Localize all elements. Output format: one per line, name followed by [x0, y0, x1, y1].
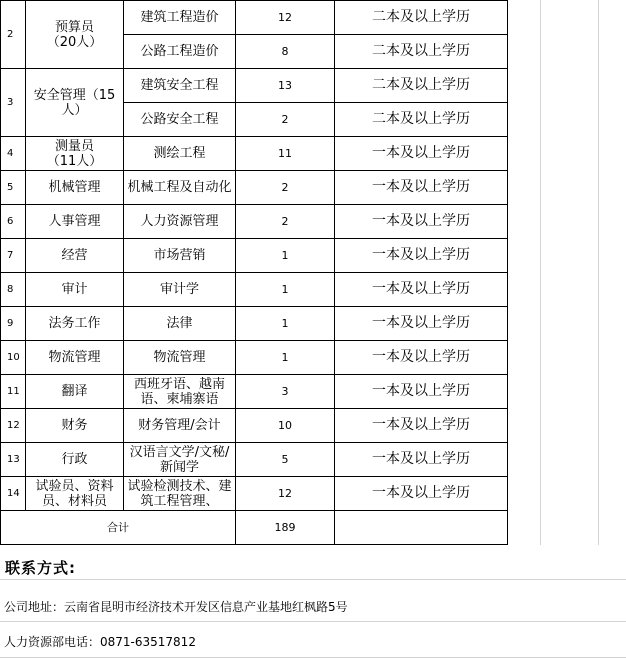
- education-cell: 一本及以上学历: [335, 239, 508, 273]
- education-cell: 一本及以上学历: [335, 477, 508, 511]
- position-cell: 财务: [26, 409, 124, 443]
- count-cell: 13: [236, 69, 335, 103]
- count-cell: 3: [236, 375, 335, 409]
- major-cell: 测绘工程: [124, 137, 236, 171]
- row-number: 7: [1, 239, 26, 273]
- count-cell: 8: [236, 35, 335, 69]
- position-cell: 经营: [26, 239, 124, 273]
- position-cell: [26, 137, 124, 171]
- count-cell: 2: [236, 171, 335, 205]
- count-cell: 2: [236, 103, 335, 137]
- position-cell: 安全管理（15人）: [26, 69, 124, 137]
- position-cell: 机械管理: [26, 171, 124, 205]
- count-cell: 1: [236, 239, 335, 273]
- row-number: 3: [1, 69, 26, 137]
- row-number: 12: [1, 409, 26, 443]
- major-cell: 建筑安全工程: [124, 69, 236, 103]
- table-row: [1, 375, 508, 409]
- position-cell: [26, 477, 124, 511]
- table-row: [1, 307, 508, 341]
- table-row: [1, 205, 508, 239]
- count-cell: 1: [236, 341, 335, 375]
- sheet-gridline: [540, 0, 541, 545]
- position-cell: 审计: [26, 273, 124, 307]
- count-cell: 1: [236, 307, 335, 341]
- count-cell: 2: [236, 205, 335, 239]
- count-cell: 5: [236, 443, 335, 477]
- company-address: 公司地址：云南省昆明市经济技术开发区信息产业基地红枫路5号: [4, 600, 348, 614]
- education-cell: 二本及以上学历: [335, 103, 508, 137]
- total-label: 合计: [1, 511, 236, 545]
- table-row: [1, 477, 508, 511]
- education-cell: 二本及以上学历: [335, 35, 508, 69]
- table-row: [1, 443, 508, 477]
- major-cell: 法律: [124, 307, 236, 341]
- table-row: [1, 171, 508, 205]
- count-cell: 12: [236, 477, 335, 511]
- education-cell: 二本及以上学历: [335, 1, 508, 35]
- major-cell: [124, 375, 236, 409]
- sheet-gridline: [598, 0, 599, 545]
- table-row: [1, 409, 508, 443]
- sheet-gridline: [0, 579, 626, 580]
- table-row: [1, 69, 508, 103]
- table-row: [1, 273, 508, 307]
- contact-title: 联系方式:: [5, 559, 76, 577]
- total-row: [1, 511, 508, 545]
- major-cell: [124, 477, 236, 511]
- row-number: 4: [1, 137, 26, 171]
- row-number: 13: [1, 443, 26, 477]
- row-number: 10: [1, 341, 26, 375]
- major-cell: 公路工程造价: [124, 35, 236, 69]
- education-cell: 一本及以上学历: [335, 171, 508, 205]
- education-cell: 一本及以上学历: [335, 137, 508, 171]
- position-cell: 行政: [26, 443, 124, 477]
- major-cell: 公路安全工程: [124, 103, 236, 137]
- major-label: 西班牙语、越南语、柬埔寨语: [133, 376, 225, 407]
- sheet-gridline: [0, 621, 626, 622]
- total-count: 189: [236, 511, 335, 545]
- table-row: [1, 1, 508, 35]
- major-cell: 机械工程及自动化: [124, 171, 236, 205]
- education-cell: 一本及以上学历: [335, 205, 508, 239]
- position-label: 试验员、资料员、材料员: [35, 478, 114, 509]
- row-number: 14: [1, 477, 26, 511]
- major-label: 汉语言文学/文秘/新闻学: [129, 444, 230, 475]
- row-number: 11: [1, 375, 26, 409]
- position-cell: [26, 1, 124, 69]
- row-number: 2: [1, 1, 26, 69]
- major-cell: 财务管理/会计: [124, 409, 236, 443]
- education-cell: 一本及以上学历: [335, 273, 508, 307]
- table-row: [1, 239, 508, 273]
- education-cell: 二本及以上学历: [335, 69, 508, 103]
- count-cell: 10: [236, 409, 335, 443]
- major-cell: 审计学: [124, 273, 236, 307]
- table-row: [1, 341, 508, 375]
- major-cell: 市场营销: [124, 239, 236, 273]
- total-empty-cell: [335, 511, 508, 545]
- education-cell: 一本及以上学历: [335, 307, 508, 341]
- position-label: 测量员 （11人）: [46, 138, 103, 169]
- major-cell: 建筑工程造价: [124, 1, 236, 35]
- count-cell: 1: [236, 273, 335, 307]
- row-number: 5: [1, 171, 26, 205]
- major-cell: 人力资源管理: [124, 205, 236, 239]
- row-number: 8: [1, 273, 26, 307]
- position-label: 预算员 （20人）: [46, 19, 103, 50]
- hr-phone: 人力资源部电话：0871-63517812: [4, 635, 196, 649]
- major-cell: [124, 443, 236, 477]
- education-cell: 一本及以上学历: [335, 409, 508, 443]
- position-cell: 翻译: [26, 375, 124, 409]
- education-cell: 一本及以上学历: [335, 443, 508, 477]
- education-cell: 一本及以上学历: [335, 375, 508, 409]
- position-cell: 人事管理: [26, 205, 124, 239]
- education-cell: 一本及以上学历: [335, 341, 508, 375]
- row-number: 6: [1, 205, 26, 239]
- position-cell: 法务工作: [26, 307, 124, 341]
- count-cell: 11: [236, 137, 335, 171]
- count-cell: 12: [236, 1, 335, 35]
- major-cell: 物流管理: [124, 341, 236, 375]
- major-label: 试验检测技术、建筑工程管理、: [127, 478, 232, 509]
- position-cell: 物流管理: [26, 341, 124, 375]
- table-row: [1, 137, 508, 171]
- row-number: 9: [1, 307, 26, 341]
